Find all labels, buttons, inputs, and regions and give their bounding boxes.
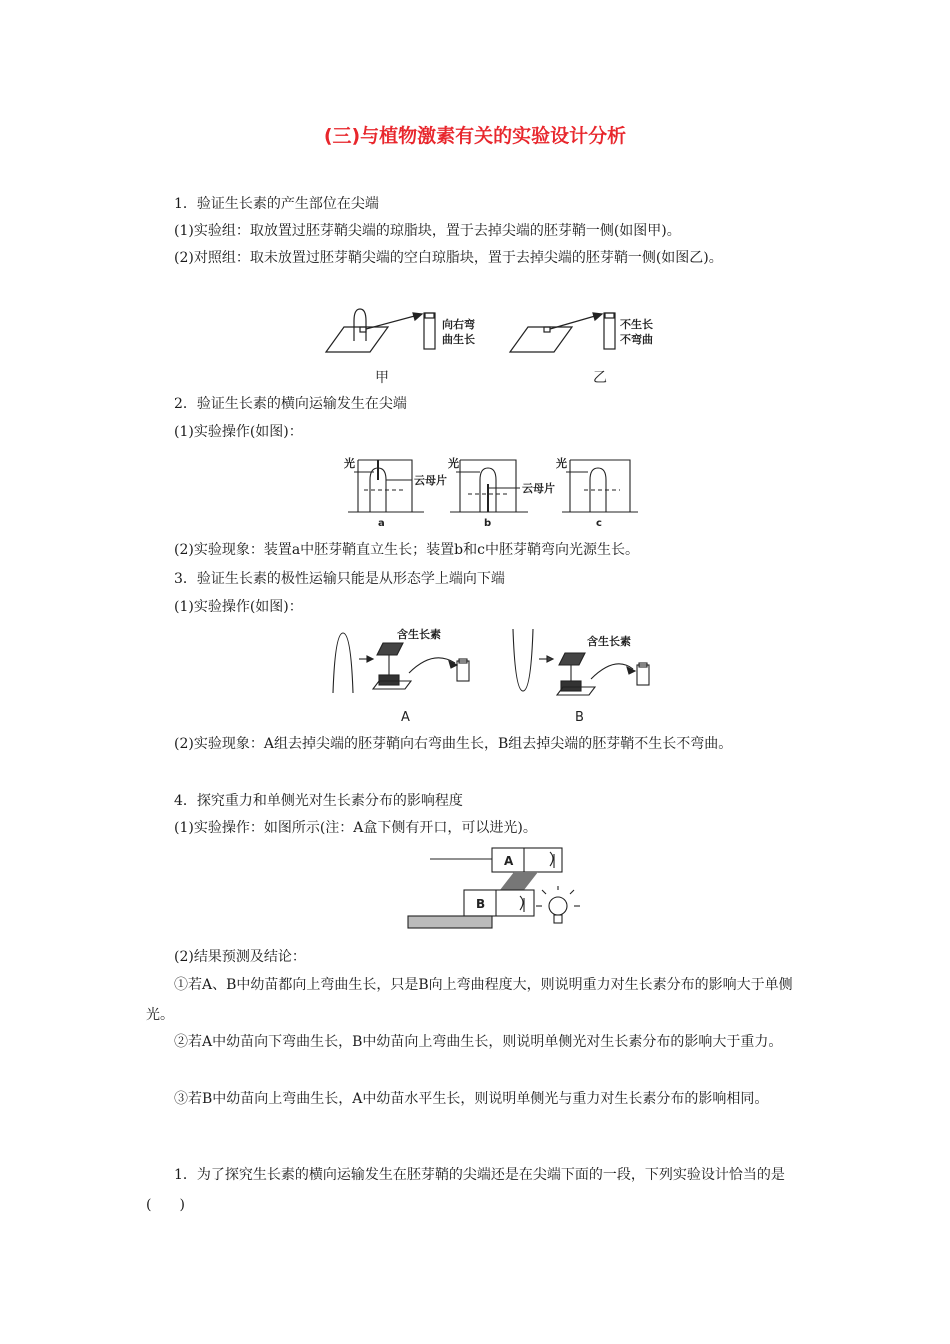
question-1: 1．为了探究生长素的横向运输发生在胚芽鞘的尖端还是在尖端下面的一段，下列实验设计恰当的是( )	[146, 1167, 785, 1213]
fig2-label-b: b	[484, 518, 492, 529]
section-2-operation: (1)实验操作(如图)：	[174, 424, 303, 440]
fig2-label-c: c	[596, 518, 602, 529]
page-title: (三)与植物激素有关的实验设计分析	[323, 125, 627, 147]
section-4-heading: 4．探究重力和单侧光对生长素分布的影响程度	[174, 793, 463, 809]
section-2-heading: 2．验证生长素的横向运输发生在尖端	[174, 396, 407, 412]
section-4-conclusion-1: ①若A、B中幼苗都向上弯曲生长，只是B向上弯曲程度大，则说明重力对生长素分布的影响大于单侧光。	[146, 977, 793, 1023]
fig3-label-a: 含生长素	[397, 628, 441, 641]
fig-jia-result-line2: 曲生长	[442, 333, 475, 346]
fig-yi-result-line1: 不生长	[620, 318, 653, 331]
figure-polar-transport	[325, 625, 665, 725]
section-3-phenomenon: (2)实验现象：A组去掉尖端的胚芽鞘向右弯曲生长，B组去掉尖端的胚芽鞘不生长不弯曲。	[174, 736, 733, 752]
section-2-phenomenon: (2)实验现象：装置a中胚芽鞘直立生长；装置b和c中胚芽鞘弯向光源生长。	[174, 542, 639, 558]
fig-caption-jia: 甲	[375, 370, 389, 386]
fig2-mica-b: 云母片	[522, 482, 555, 495]
figure-mica-light	[340, 450, 640, 530]
fig2-label-a: a	[378, 518, 385, 529]
fig-yi-result-line2: 不弯曲	[620, 333, 653, 346]
section-1-experiment-group: (1)实验组：取放置过胚芽鞘尖端的琼脂块，置于去掉尖端的胚芽鞘一侧(如图甲)。	[174, 223, 681, 239]
section-4-conclusion-2: ②若A中幼苗向下弯曲生长，B中幼苗向上弯曲生长，则说明单侧光对生长素分布的影响大于重力。	[174, 1034, 783, 1050]
section-1-heading: 1．验证生长素的产生部位在尖端	[174, 196, 379, 212]
fig4-box-b: B	[476, 897, 486, 911]
section-4-conclusion-3: ③若B中幼苗向上弯曲生长，A中幼苗水平生长，则说明单侧光与重力对生长素分布的影响相同。	[174, 1091, 769, 1107]
fig2-light-c: 光	[556, 457, 567, 470]
fig3-label-b: 含生长素	[587, 635, 631, 648]
section-3-operation: (1)实验操作(如图)：	[174, 599, 303, 615]
section-3-heading: 3．验证生长素的极性运输只能是从形态学上端向下端	[174, 571, 505, 587]
fig4-box-a: A	[504, 854, 514, 868]
fig-jia-result-line1: 向右弯	[442, 318, 475, 331]
section-4-results-heading: (2)结果预测及结论：	[174, 949, 306, 965]
fig2-light-b: 光	[448, 457, 459, 470]
section-1-control-group: (2)对照组：取未放置过胚芽鞘尖端的空白琼脂块，置于去掉尖端的胚芽鞘一侧(如图乙)。	[174, 250, 723, 266]
fig2-mica-a: 云母片	[414, 474, 447, 487]
fig-caption-yi: 乙	[593, 370, 607, 386]
figure-jia-yi	[320, 305, 670, 390]
figure-gravity-light	[400, 840, 600, 940]
fig3-caption-a: A	[401, 710, 410, 725]
section-4-operation: (1)实验操作：如图所示(注：A盒下侧有开口，可以进光)。	[174, 820, 537, 836]
fig3-caption-b: B	[575, 710, 584, 725]
fig2-light-a: 光	[344, 457, 355, 470]
